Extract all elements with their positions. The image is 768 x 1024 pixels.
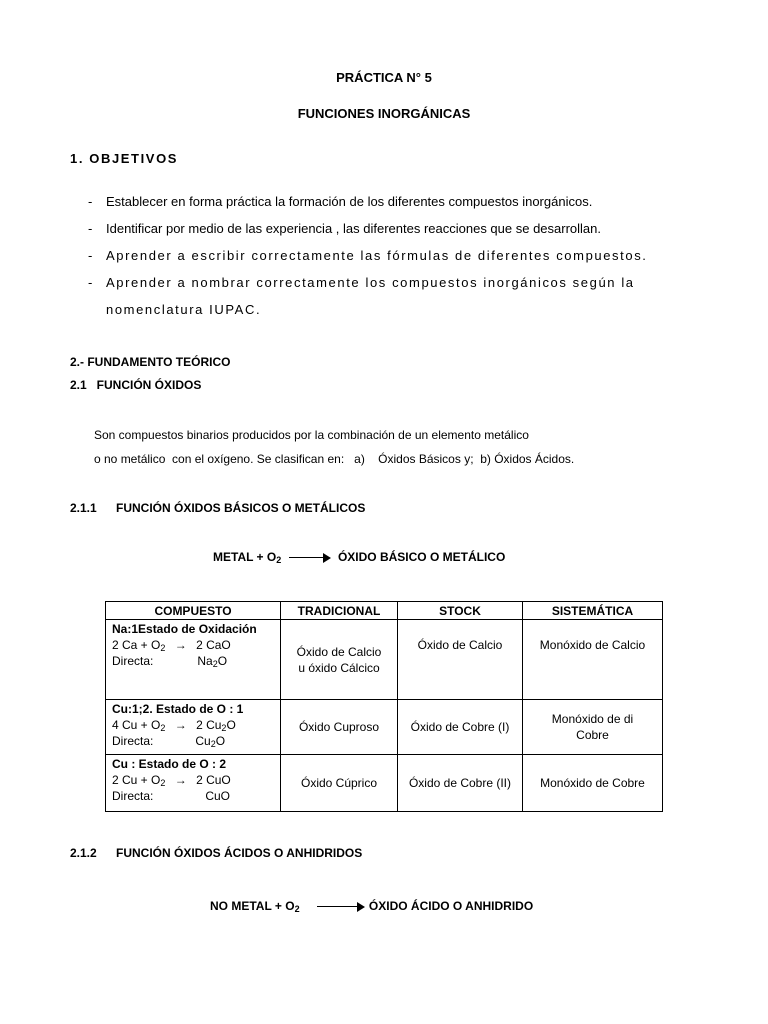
column-header: TRADICIONAL bbox=[281, 602, 398, 620]
list-item bbox=[88, 248, 648, 263]
objectives-heading: 1. OBJETIVOS bbox=[70, 151, 179, 166]
objective-text: Establecer en forma práctica la formación de los diferentes compuestos inorgánicos. bbox=[106, 194, 593, 209]
direct-formula: Directa: $Cu_2O$ bbox=[112, 734, 226, 749]
tradicional-cell: Óxido de Calcio u óxido Cálcico bbox=[281, 620, 398, 700]
stock-cell: Óxido de Cobre (II) bbox=[398, 755, 523, 812]
stock-cell: Óxido de Cobre (I) bbox=[398, 700, 523, 755]
objective-text-continued: nomenclatura IUPAC. bbox=[106, 302, 262, 317]
equation-subscript: 2 bbox=[276, 555, 282, 565]
list-item bbox=[88, 194, 593, 209]
theory-paragraph-line-1: Son compuestos binarios producidos por la combinación de un elemento metálico bbox=[94, 428, 529, 442]
compuesto-cell bbox=[106, 700, 281, 755]
column-header: STOCK bbox=[398, 602, 523, 620]
equation-subscript: 2 bbox=[294, 904, 300, 914]
objective-text: Identificar por medio de las experiencia , las diferentes reacciones que se desarrollan. bbox=[106, 221, 601, 236]
table-row bbox=[106, 755, 663, 812]
bullet-dash: - bbox=[88, 221, 93, 236]
theory-paragraph-line-2: o no metálico con el oxígeno. Se clasifican en: a) Óxidos Básicos y; b) Óxidos Ácidos. bbox=[94, 452, 575, 466]
column-header: COMPUESTO bbox=[106, 602, 281, 620]
section-2-1-2-heading bbox=[70, 846, 363, 860]
compuesto-cell bbox=[106, 620, 281, 700]
reaction: 2 $Ca + O_2 \to 2$ CaO bbox=[112, 638, 231, 653]
right-arrow-icon bbox=[289, 553, 331, 563]
equation-left: METAL + O bbox=[213, 550, 277, 564]
reaction: 2 $Cu + O_2 \to 2$ CuO bbox=[112, 773, 231, 788]
direct-formula: Directa: $Na_2O$ bbox=[112, 654, 228, 669]
stock-cell: Óxido de Calcio bbox=[398, 620, 523, 700]
tradicional-cell: Óxido Cuproso bbox=[281, 700, 398, 755]
table-row bbox=[106, 620, 663, 700]
list-item bbox=[88, 275, 635, 290]
equation-left: NO METAL + O bbox=[210, 899, 295, 913]
section-2-1-heading: 2.1 FUNCIÓN ÓXIDOS bbox=[70, 378, 202, 392]
bullet-dash: - bbox=[88, 248, 94, 263]
list-item bbox=[88, 221, 601, 236]
section-title: FUNCIÓN ÓXIDOS ÁCIDOS O ANHIDRIDOS bbox=[116, 846, 363, 860]
sistematica-cell: Monóxido de Calcio bbox=[523, 620, 663, 700]
sistematica-cell: Monóxido de Cobre bbox=[523, 755, 663, 812]
direct-formula: Directa: CuO bbox=[112, 789, 231, 803]
reaction-arrow-icon: → bbox=[174, 638, 187, 652]
table-row bbox=[106, 700, 663, 755]
page-title: PRÁCTICA N° 5 bbox=[336, 70, 432, 85]
equation-right: ÓXIDO BÁSICO O METÁLICO bbox=[337, 550, 506, 564]
reaction: 4 $Cu + O_2 \to 2$ $Cu_2O$ bbox=[112, 718, 236, 733]
bullet-dash: - bbox=[88, 275, 94, 290]
bullet-dash: - bbox=[88, 194, 93, 209]
column-header: SISTEMÁTICA bbox=[523, 602, 663, 620]
tradicional-cell: Óxido Cúprico bbox=[281, 755, 398, 812]
table-header-row bbox=[106, 602, 663, 620]
page-subtitle: FUNCIONES INORGÁNICAS bbox=[297, 106, 471, 121]
section-number: 2.1.1 bbox=[70, 501, 97, 515]
oxides-table bbox=[105, 601, 663, 812]
objective-text: Aprender a escribir correctamente las fórmulas de diferentes compuestos. bbox=[106, 248, 648, 263]
equation-right: ÓXIDO ÁCIDO O ANHIDRIDO bbox=[368, 899, 534, 913]
objective-text: Aprender a nombrar correctamente los compuestos inorgánicos según la bbox=[106, 275, 635, 290]
section-2-1-1-heading bbox=[70, 501, 366, 515]
reaction-arrow-icon: → bbox=[174, 718, 187, 732]
section-title: FUNCIÓN ÓXIDOS BÁSICOS O METÁLICOS bbox=[116, 501, 366, 515]
compuesto-cell bbox=[106, 755, 281, 812]
sistematica-cell: Monóxido de di Cobre bbox=[523, 700, 663, 755]
basic-oxide-equation bbox=[213, 550, 505, 564]
oxidation-state: Cu:1;2. Estado de O : 1 bbox=[112, 702, 244, 716]
right-arrow-icon bbox=[317, 902, 365, 912]
oxidation-state: Cu : Estado de O : 2 bbox=[112, 757, 227, 771]
acid-oxide-equation bbox=[210, 899, 533, 913]
reaction-arrow-icon: → bbox=[174, 773, 187, 787]
theory-heading: 2.- FUNDAMENTO TEÓRICO bbox=[70, 355, 231, 369]
oxidation-state: Na:1Estado de Oxidación bbox=[112, 622, 257, 636]
section-number: 2.1.2 bbox=[70, 846, 97, 860]
